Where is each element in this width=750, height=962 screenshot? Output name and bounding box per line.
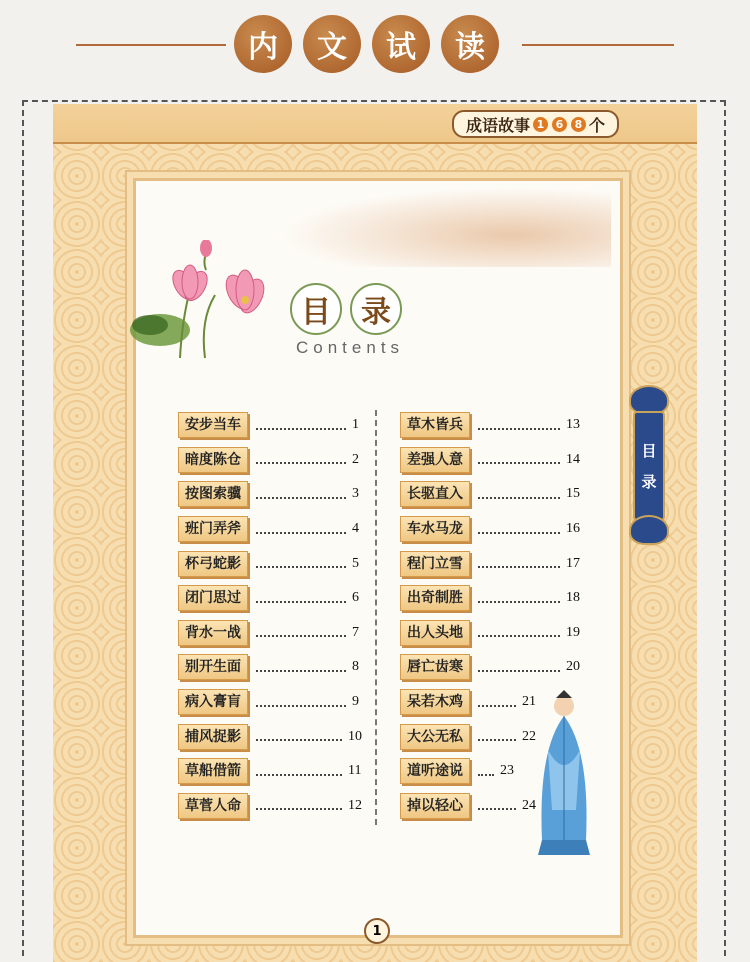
series-digit: 8 [571,117,586,132]
toc-entry-title: 草船借箭 [178,758,248,784]
toc-entry-title: 大公无私 [400,724,470,750]
tab-char: 录 [641,473,657,491]
toc-entry[interactable] [178,581,362,616]
leader-dots [478,600,560,603]
series-title [452,110,619,138]
toc-entry[interactable] [178,719,362,754]
series-title-prefix: 成语故事 [465,115,530,135]
toc-entry-page: 22 [522,728,536,744]
toc-entry-page: 5 [352,555,359,571]
toc-entry-title: 草木皆兵 [400,412,470,438]
leader-dots [256,669,346,672]
page-number: 1 [364,918,390,944]
ink-mountain-painting [281,187,611,267]
toc-entry-title: 出人头地 [400,620,470,646]
toc-entry-page: 7 [352,624,359,640]
toc-entry[interactable] [178,789,362,824]
leader-dots [478,738,516,741]
toc-entry-title: 病入膏肓 [178,689,248,715]
toc-entry-page: 3 [352,486,359,502]
toc-entry-title: 捕风捉影 [178,724,248,750]
toc-entry-title: 程门立雪 [400,551,470,577]
leader-dots [256,807,342,810]
toc-entry-page: 6 [352,590,359,606]
leader-dots [478,565,560,568]
toc-entry[interactable] [400,477,580,512]
tab-ornament-bottom [629,515,669,545]
scholar-illustration [528,690,608,860]
leader-dots [256,773,342,776]
toc-title [290,283,402,335]
series-title-suffix: 个 [588,115,605,135]
toc-entry-page: 19 [566,624,580,640]
page-header-band [53,104,697,144]
toc-title-char: 目 [290,283,342,335]
leader-dots [256,704,346,707]
toc-entry[interactable] [400,581,580,616]
leader-dots [256,427,346,430]
toc-entry[interactable] [178,754,362,789]
toc-entry-page: 14 [566,451,580,467]
toc-entry-page: 8 [352,659,359,675]
tab-char: 目 [641,442,657,460]
leader-dots [256,531,346,534]
toc-entry-page: 23 [500,763,514,779]
toc-entry-page: 13 [566,417,580,433]
tab-body [633,411,665,521]
toc-entry-page: 18 [566,590,580,606]
toc-entry-page: 21 [522,694,536,710]
toc-entry[interactable] [400,408,580,443]
leader-dots [478,669,560,672]
toc-entry-title: 掉以轻心 [400,793,470,819]
toc-entry-page: 9 [352,694,359,710]
toc-entry-page: 24 [522,797,536,813]
leader-dots [478,531,560,534]
toc-entry-page: 2 [352,451,359,467]
toc-entry[interactable] [178,650,362,685]
toc-entry-title: 安步当车 [178,412,248,438]
side-bookmark-tab[interactable] [633,385,665,545]
toc-entry-page: 4 [352,521,359,537]
toc-entry-title: 唇亡齿寒 [400,654,470,680]
toc-entry-title: 闭门思过 [178,585,248,611]
toc-entry-title: 车水马龙 [400,516,470,542]
column-divider [375,410,377,825]
leader-dots [478,634,560,637]
leader-dots [256,600,346,603]
leader-dots [478,461,560,464]
toc-entry[interactable] [400,546,580,581]
toc-title-char: 录 [350,283,402,335]
toc-entry[interactable] [178,685,362,720]
toc-entry[interactable] [178,616,362,651]
toc-entry-title: 长驱直入 [400,481,470,507]
toc-entry-title: 差强人意 [400,447,470,473]
leader-dots [478,807,516,810]
toc-entry-page: 1 [352,417,359,433]
toc-entry-title: 道听途说 [400,758,470,784]
header-rule-right [522,44,674,46]
toc-entry-title: 杯弓蛇影 [178,551,248,577]
toc-entry-title: 背水一战 [178,620,248,646]
toc-subtitle: Contents [296,338,405,357]
leader-dots [478,773,494,776]
leader-dots [478,427,560,430]
toc-entry[interactable] [178,477,362,512]
toc-entry-title: 按图索骥 [178,481,248,507]
toc-entry[interactable] [400,443,580,478]
header-rule-left [76,44,226,46]
toc-entry[interactable] [400,616,580,651]
leader-dots [256,565,346,568]
toc-entry[interactable] [178,408,362,443]
toc-entry-page: 20 [566,659,580,675]
header-char: 试 [372,15,430,73]
toc-entry-page: 11 [348,763,362,779]
leader-dots [256,738,342,741]
toc-entry-title: 呆若木鸡 [400,689,470,715]
leader-dots [478,496,560,499]
toc-entry-page: 15 [566,486,580,502]
toc-entry-title: 出奇制胜 [400,585,470,611]
header-char: 读 [441,15,499,73]
series-digit: 1 [533,117,548,132]
toc-entry-title: 草菅人命 [178,793,248,819]
header-char: 文 [303,15,361,73]
leader-dots [256,461,346,464]
toc-column-left [178,408,362,823]
leader-dots [478,704,516,707]
toc-entry[interactable] [400,512,580,547]
header-title [234,15,499,73]
toc-entry[interactable] [178,512,362,547]
leader-dots [256,496,346,499]
toc-entry-title: 班门弄斧 [178,516,248,542]
header-char: 内 [234,15,292,73]
toc-entry-title: 别开生面 [178,654,248,680]
folio-ornament [349,918,405,944]
series-digit: 6 [552,117,567,132]
toc-entry[interactable] [400,650,580,685]
toc-entry-page: 16 [566,521,580,537]
toc-entry-title: 暗度陈仓 [178,447,248,473]
lotus-illustration [120,240,270,360]
toc-entry-page: 12 [348,797,362,813]
toc-entry[interactable] [178,546,362,581]
toc-entry[interactable] [178,443,362,478]
toc-entry-page: 10 [348,728,362,744]
leader-dots [256,634,346,637]
toc-entry-page: 17 [566,555,580,571]
